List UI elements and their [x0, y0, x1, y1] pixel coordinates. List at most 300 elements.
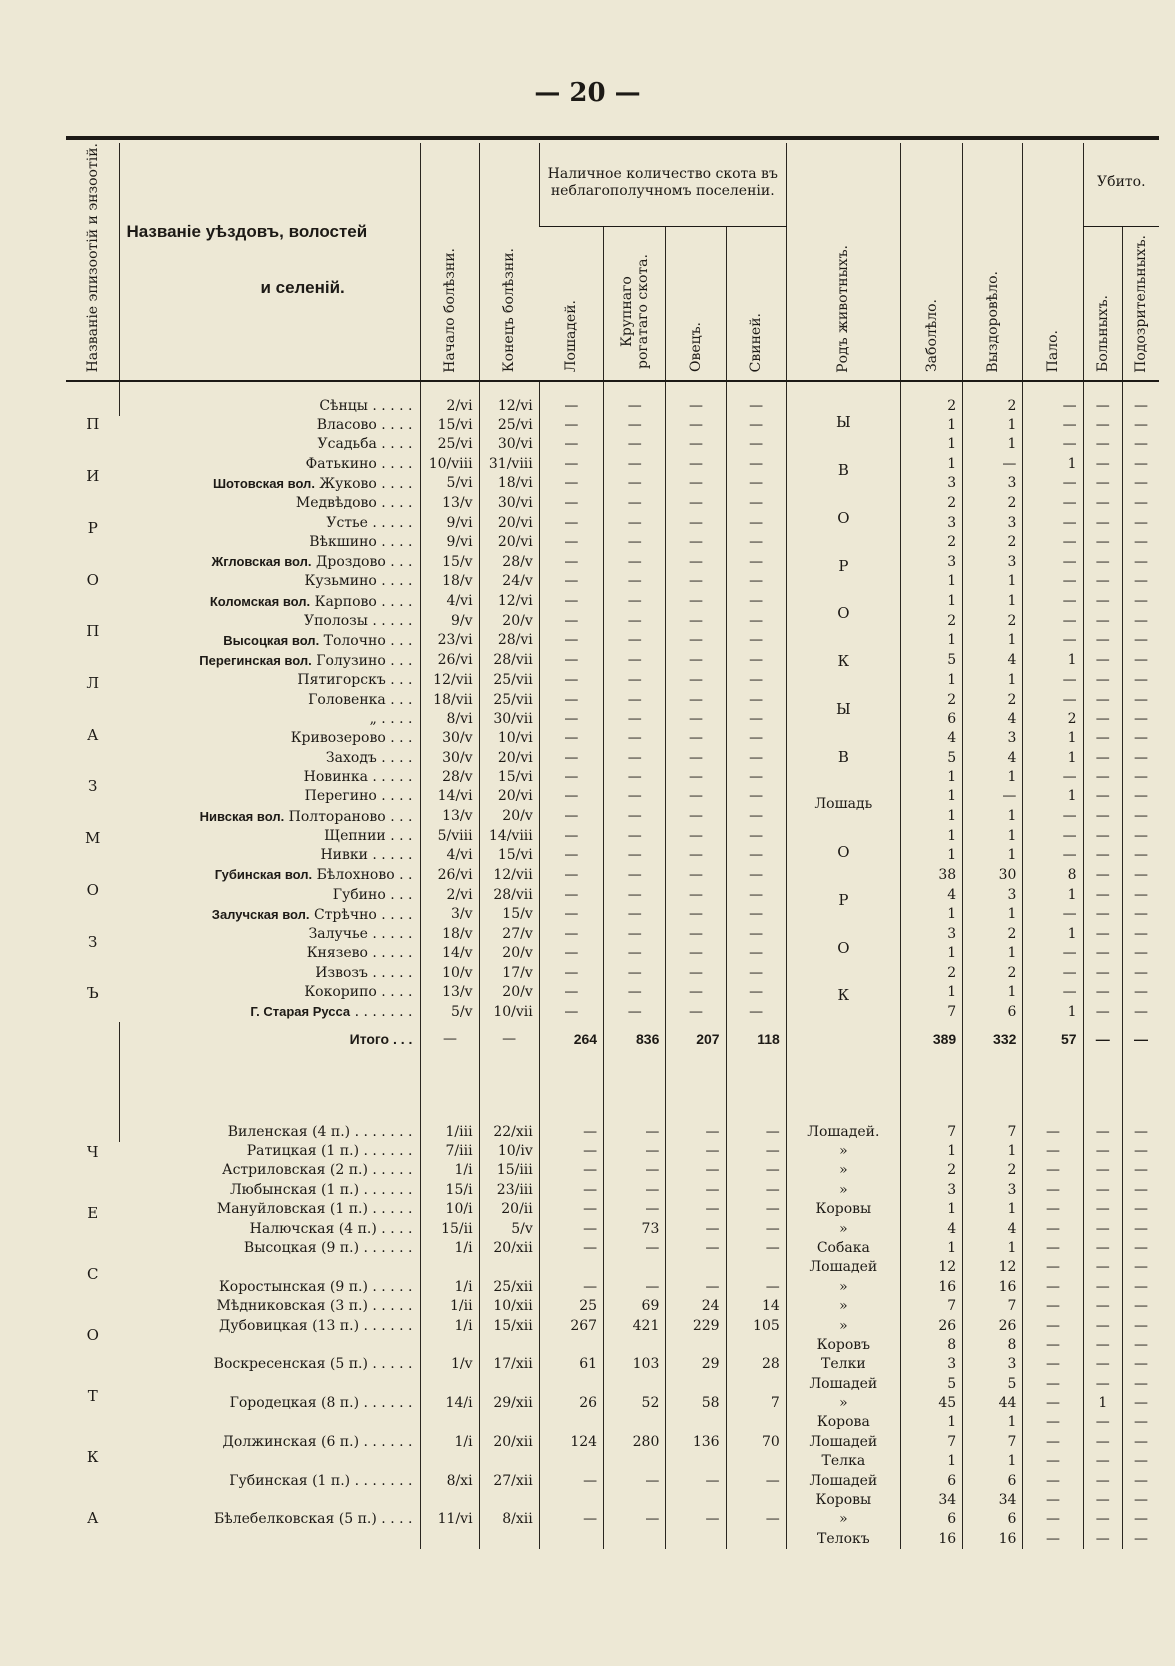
died-count: —: [1023, 1374, 1083, 1393]
stock-count: —: [726, 1239, 786, 1258]
volost-label: Коломская вол.: [209, 593, 311, 609]
stock-count: —: [666, 1471, 726, 1490]
stock-count: [539, 1258, 603, 1277]
stock-count: —: [604, 983, 666, 1002]
end-date: 22/xii: [479, 1122, 539, 1141]
stock-count: —: [666, 455, 726, 474]
died-count: —: [1023, 1471, 1083, 1490]
start-date: 5/viii: [421, 827, 479, 846]
killed-suspicious-count: —: [1123, 787, 1159, 806]
died-count: —: [1023, 1297, 1083, 1316]
died-count: —: [1023, 612, 1083, 631]
killed-sick-count: —: [1083, 552, 1122, 572]
start-date: 26/vi: [421, 865, 479, 885]
stock-count: 58: [666, 1394, 726, 1413]
table-row: [66, 1374, 1159, 1393]
start-date: 1/i: [421, 1161, 479, 1180]
sick-count: 2: [900, 494, 962, 513]
stock-count: —: [666, 651, 726, 671]
table-row: [66, 690, 1159, 709]
settlement-cell: [120, 631, 421, 651]
sick-count: 3: [900, 513, 962, 532]
volost-name: Виленская (4 п.) . . . . . . .: [120, 1122, 421, 1141]
data-table: [66, 143, 1159, 1549]
stock-count: —: [666, 416, 726, 435]
stock-count: —: [539, 396, 603, 415]
stock-count: —: [604, 552, 666, 572]
start-date: 23/vi: [421, 631, 479, 651]
sick-count: 1: [900, 846, 962, 865]
stock-count: —: [666, 1510, 726, 1529]
stock-count: [666, 1413, 726, 1432]
start-date: 13/v: [421, 983, 479, 1002]
disease-name-cell: [66, 396, 120, 1022]
stock-count: [539, 1336, 603, 1355]
sick-count: 4: [900, 729, 962, 748]
stock-count: —: [539, 572, 603, 591]
table-row: [66, 1471, 1159, 1490]
animal-kind: Лошадей: [786, 1374, 900, 1393]
killed-sick-count: —: [1083, 592, 1122, 612]
disease-letter: П: [86, 415, 100, 434]
stock-count: 28: [726, 1355, 786, 1374]
end-date: 17/v: [479, 964, 539, 983]
stock-count: —: [726, 651, 786, 671]
killed-sick-count: —: [1083, 455, 1122, 474]
recovered-count: 5: [963, 1374, 1023, 1393]
stock-count: [604, 1530, 666, 1550]
killed-sick-count: —: [1083, 612, 1122, 631]
stock-count: —: [666, 1200, 726, 1219]
stock-count: [539, 1374, 603, 1393]
stock-count: —: [666, 787, 726, 806]
died-count: —: [1023, 1491, 1083, 1510]
stock-count: —: [726, 807, 786, 827]
recovered-count: 26: [963, 1316, 1023, 1335]
settlement-cell: [120, 787, 421, 806]
start-date: 9/v: [421, 612, 479, 631]
killed-suspicious-count: —: [1123, 1142, 1159, 1161]
stock-count: —: [726, 494, 786, 513]
stock-count: —: [726, 1471, 786, 1490]
table-row: [66, 807, 1159, 827]
sick-count: 5: [900, 1374, 962, 1393]
gap-cell: [120, 1056, 421, 1122]
sick-count: 1: [900, 1142, 962, 1161]
stock-count: 229: [666, 1316, 726, 1335]
end-date: 20/vi: [479, 749, 539, 768]
stock-count: —: [539, 1002, 603, 1022]
start-date: 9/vi: [421, 533, 479, 552]
stock-count: —: [604, 690, 666, 709]
killed-suspicious-count: —: [1123, 925, 1159, 944]
kind-letter: В: [837, 461, 849, 480]
recovered-count: 7: [963, 1122, 1023, 1141]
stock-count: —: [539, 1471, 603, 1490]
recovered-count: 3: [963, 474, 1023, 494]
killed-suspicious-count: —: [1123, 612, 1159, 631]
start-date: 1/i: [421, 1316, 479, 1335]
died-count: —: [1023, 1452, 1083, 1471]
killed-sick-count: —: [1083, 1413, 1122, 1432]
start-date: 13/v: [421, 807, 479, 827]
stock-count: —: [666, 1219, 726, 1238]
stock-count: —: [726, 1161, 786, 1180]
table-row: [66, 964, 1159, 983]
start-date: 14/v: [421, 944, 479, 963]
killed-sick-count: —: [1083, 1510, 1122, 1529]
stock-count: 24: [666, 1297, 726, 1316]
sick-count: 1: [900, 944, 962, 963]
end-date: [479, 1336, 539, 1355]
epizootic-table: [66, 136, 1159, 1549]
sick-count: 1: [900, 983, 962, 1002]
killed-suspicious-count: —: [1123, 807, 1159, 827]
killed-sick-count: 1: [1083, 1394, 1122, 1413]
stock-count: —: [666, 885, 726, 904]
stock-count: —: [666, 1239, 726, 1258]
table-row: [66, 494, 1159, 513]
stock-count: —: [604, 631, 666, 651]
spacer-row: [66, 381, 1159, 396]
killed-sick-count: —: [1083, 631, 1122, 651]
settlement-cell: [120, 807, 421, 827]
end-date: 15/vi: [479, 846, 539, 865]
stock-count: 70: [726, 1433, 786, 1452]
settlement-name: Заходъ . . . .: [325, 749, 413, 766]
stock-count: —: [666, 533, 726, 552]
stock-count: —: [726, 690, 786, 709]
stock-count: —: [726, 925, 786, 944]
disease-letter: К: [86, 1448, 99, 1467]
stock-count: —: [666, 983, 726, 1002]
end-date: 15/xii: [479, 1316, 539, 1335]
stock-count: —: [539, 513, 603, 532]
killed-sick-count: —: [1083, 846, 1122, 865]
killed-suspicious-count: —: [1123, 494, 1159, 513]
sick-count: 1: [900, 455, 962, 474]
volost-label: Жгловская вол.: [211, 554, 312, 570]
settlement-cell: [120, 964, 421, 983]
stock-count: —: [604, 474, 666, 494]
recovered-count: 6: [963, 1510, 1023, 1529]
gap-cell: [1123, 1056, 1159, 1122]
total-label: Итого . . .: [120, 1022, 421, 1056]
recovered-count: —: [963, 787, 1023, 806]
died-count: —: [1023, 1219, 1083, 1238]
stock-count: —: [604, 905, 666, 925]
died-count: 2: [1023, 710, 1083, 729]
stock-count: —: [666, 905, 726, 925]
sick-count: 1: [900, 592, 962, 612]
volost-name: Должинская (6 п.) . . . . . .: [222, 1433, 413, 1450]
start-date: 15/ii: [421, 1219, 479, 1238]
died-count: —: [1023, 1530, 1083, 1550]
header-pigs: Свиней.: [726, 227, 786, 382]
start-date: 18/v: [421, 572, 479, 591]
end-date: 15/vi: [479, 768, 539, 787]
killed-suspicious-count: —: [1123, 1452, 1159, 1471]
killed-suspicious-count: —: [1123, 513, 1159, 532]
start-date: 4/vi: [421, 592, 479, 612]
died-count: 1: [1023, 729, 1083, 748]
died-count: —: [1023, 1413, 1083, 1432]
killed-sick-count: —: [1083, 1200, 1122, 1219]
killed-suspicious-count: —: [1123, 1200, 1159, 1219]
killed-sick-count: —: [1083, 513, 1122, 532]
end-date: 25/vii: [479, 690, 539, 709]
end-date: 14/viii: [479, 827, 539, 846]
volost-label: Г. Старая Русса: [250, 1004, 351, 1020]
table-row: [66, 1239, 1159, 1258]
recovered-count: 3: [963, 729, 1023, 748]
stock-count: —: [666, 690, 726, 709]
table-row: [66, 1161, 1159, 1180]
start-date: 15/vi: [421, 416, 479, 435]
start-date: 10/viii: [421, 455, 479, 474]
killed-sick-count: —: [1083, 396, 1122, 415]
volost-name: [120, 1452, 421, 1471]
killed-sick-count: —: [1083, 1471, 1122, 1490]
stock-count: —: [726, 455, 786, 474]
recovered-count: 2: [963, 925, 1023, 944]
killed-suspicious-count: —: [1123, 827, 1159, 846]
settlement-cell: [120, 749, 421, 768]
start-date: 13/v: [421, 494, 479, 513]
kind-letter: Ы: [835, 413, 851, 432]
stock-count: —: [539, 729, 603, 748]
sick-count: 3: [900, 1355, 962, 1374]
sick-count: 2: [900, 1161, 962, 1180]
header-sheep: Овецъ.: [666, 227, 726, 382]
start-date: 12/vii: [421, 671, 479, 690]
table-row: [66, 787, 1159, 806]
stock-count: —: [604, 396, 666, 415]
died-count: —: [1023, 1433, 1083, 1452]
killed-suspicious-count: —: [1123, 944, 1159, 963]
settlement-name: Толочно . . .: [323, 632, 413, 649]
killed-suspicious-count: —: [1123, 396, 1159, 415]
recovered-count: 2: [963, 533, 1023, 552]
stock-count: —: [604, 651, 666, 671]
stock-count: 136: [666, 1433, 726, 1452]
stock-count: —: [726, 533, 786, 552]
settlement-name: Извозъ . . . . .: [315, 964, 413, 981]
killed-suspicious-count: —: [1123, 1394, 1159, 1413]
settlement-cell: [120, 494, 421, 513]
settlement-name: Щепнии . . .: [324, 827, 413, 844]
animal-kind: »: [786, 1219, 900, 1238]
stock-count: —: [726, 749, 786, 768]
sick-count: 1: [900, 905, 962, 925]
start-date: 14/vi: [421, 787, 479, 806]
stock-count: —: [539, 768, 603, 787]
sick-count: 38: [900, 865, 962, 885]
killed-suspicious-count: —: [1123, 416, 1159, 435]
killed-suspicious-count: —: [1123, 846, 1159, 865]
killed-suspicious-count: —: [1123, 1161, 1159, 1180]
sick-count: 2: [900, 396, 962, 415]
volost-label: Высоцкая вол.: [223, 632, 320, 648]
table-row: [66, 885, 1159, 904]
killed-sick-count: —: [1083, 905, 1122, 925]
end-date: 20/xii: [479, 1239, 539, 1258]
end-date: 12/vii: [479, 865, 539, 885]
disease-letter: Ъ: [86, 984, 99, 1003]
settlement-cell: [120, 885, 421, 904]
stock-count: —: [604, 494, 666, 513]
animal-kind: Коровы: [786, 1200, 900, 1219]
stock-count: —: [539, 710, 603, 729]
blank-cell: [786, 1022, 900, 1056]
stock-count: —: [726, 1510, 786, 1529]
killed-sick-count: —: [1083, 807, 1122, 827]
start-date: 5/v: [421, 1002, 479, 1022]
disease-letter: Ч: [86, 1143, 99, 1162]
died-count: —: [1023, 1258, 1083, 1277]
killed-sick-count: —: [1083, 1297, 1122, 1316]
animal-kind: »: [786, 1278, 900, 1297]
start-date: 1/i: [421, 1433, 479, 1452]
stock-count: 7: [726, 1394, 786, 1413]
sick-count: 16: [900, 1278, 962, 1297]
animal-kind: »: [786, 1510, 900, 1529]
killed-suspicious-count: —: [1123, 710, 1159, 729]
spacer-cell: [1123, 381, 1159, 396]
sick-count: 1: [900, 827, 962, 846]
killed-suspicious-count: —: [1123, 474, 1159, 494]
gap-cell: [1083, 1056, 1122, 1122]
kind-letter: Р: [838, 556, 849, 575]
table-row: [66, 1122, 1159, 1141]
stock-count: —: [666, 1181, 726, 1200]
stock-count: —: [666, 944, 726, 963]
died-count: —: [1023, 846, 1083, 865]
disease-letter: П: [86, 622, 100, 641]
stock-count: —: [539, 807, 603, 827]
stock-count: —: [604, 827, 666, 846]
recovered-count: 16: [963, 1530, 1023, 1550]
stock-count: —: [539, 1142, 603, 1161]
killed-sick-count: —: [1083, 1278, 1122, 1297]
died-count: —: [1023, 631, 1083, 651]
stock-count: —: [666, 1161, 726, 1180]
volost-name: Мануйловская (1 п.) . . . . .: [216, 1201, 413, 1218]
recovered-count: 1: [963, 435, 1023, 454]
stock-count: —: [604, 1200, 666, 1219]
killed-suspicious-count: —: [1123, 1122, 1159, 1141]
settlement-cell: [120, 435, 421, 454]
stock-count: —: [539, 1510, 603, 1529]
stock-total: 207: [666, 1022, 726, 1056]
stock-count: —: [726, 513, 786, 532]
volost-name: Коростынская (9 п.) . . . . .: [218, 1278, 413, 1295]
disease-name-cell: [66, 1122, 120, 1549]
header-end: Конецъ болѣзни.: [479, 143, 539, 381]
kind-letters: [787, 399, 900, 1020]
killed-sick-count: —: [1083, 1142, 1122, 1161]
header-killed-group: Убито.: [1083, 143, 1159, 227]
stock-count: —: [604, 1002, 666, 1022]
recovered-count: 1: [963, 807, 1023, 827]
stock-count: —: [726, 905, 786, 925]
stock-count: [604, 1491, 666, 1510]
killed-sick-count: —: [1083, 494, 1122, 513]
stock-count: —: [666, 964, 726, 983]
table-row: [66, 552, 1159, 572]
stock-count: —: [666, 612, 726, 631]
stock-count: —: [604, 592, 666, 612]
stock-count: —: [604, 749, 666, 768]
stock-count: —: [539, 1122, 603, 1141]
settlement-cell: [120, 710, 421, 729]
kind-letter: В: [837, 747, 849, 766]
recovered-count: 4: [963, 710, 1023, 729]
stock-count: —: [604, 1239, 666, 1258]
table-row: [66, 1278, 1159, 1297]
sick-count: 45: [900, 1394, 962, 1413]
stock-count: —: [726, 1142, 786, 1161]
start-date: 26/vi: [421, 651, 479, 671]
killed-suspicious-count: —: [1123, 671, 1159, 690]
stock-count: —: [539, 1181, 603, 1200]
died-count: —: [1023, 592, 1083, 612]
animal-kind: Лошадей: [786, 1471, 900, 1490]
end-date: 15/v: [479, 905, 539, 925]
stock-count: [604, 1258, 666, 1277]
stock-count: —: [726, 1181, 786, 1200]
volost-name: Высоцкая (9 п.) . . . . . .: [243, 1239, 413, 1256]
end-date: 29/xii: [479, 1394, 539, 1413]
killed-sick-count: —: [1083, 885, 1122, 904]
stock-count: —: [726, 612, 786, 631]
killed-suspicious-count: —: [1123, 1297, 1159, 1316]
disease-letter: З: [88, 932, 98, 951]
settlement-name: Власово . . . .: [316, 417, 413, 433]
stock-count: —: [604, 1278, 666, 1297]
stock-count: —: [666, 1122, 726, 1141]
spacer-cell: [666, 381, 726, 396]
stock-count: —: [604, 455, 666, 474]
stock-count: —: [666, 807, 726, 827]
table-row: [66, 905, 1159, 925]
stock-count: —: [726, 787, 786, 806]
end-date: 10/vi: [479, 729, 539, 748]
stock-count: —: [539, 435, 603, 454]
killed-sick-count: —: [1083, 1258, 1122, 1277]
table-row: [66, 768, 1159, 787]
killed-sick-count: —: [1083, 1239, 1122, 1258]
stock-count: 69: [604, 1297, 666, 1316]
header-sick: Заболѣло.: [900, 143, 962, 381]
died-count: —: [1023, 533, 1083, 552]
settlement-cell: [120, 671, 421, 690]
start-date: 18/vii: [421, 690, 479, 709]
settlement-name: Пятигорскъ . . .: [297, 672, 413, 689]
table-row: [66, 435, 1159, 454]
gap-cell: [1023, 1056, 1083, 1122]
sick-count: 1: [900, 1413, 962, 1432]
end-date: 17/xii: [479, 1355, 539, 1374]
end-date: 30/vi: [479, 435, 539, 454]
settlement-cell: [120, 474, 421, 494]
sick-count: 5: [900, 651, 962, 671]
killed-suspicious-count: —: [1123, 455, 1159, 474]
kind-letter: Ы: [835, 699, 851, 718]
killed-sick-count: —: [1083, 572, 1122, 591]
volost-name: Астриловская (2 п.) . . . . .: [221, 1162, 413, 1179]
killed-sick-count: —: [1083, 690, 1122, 709]
